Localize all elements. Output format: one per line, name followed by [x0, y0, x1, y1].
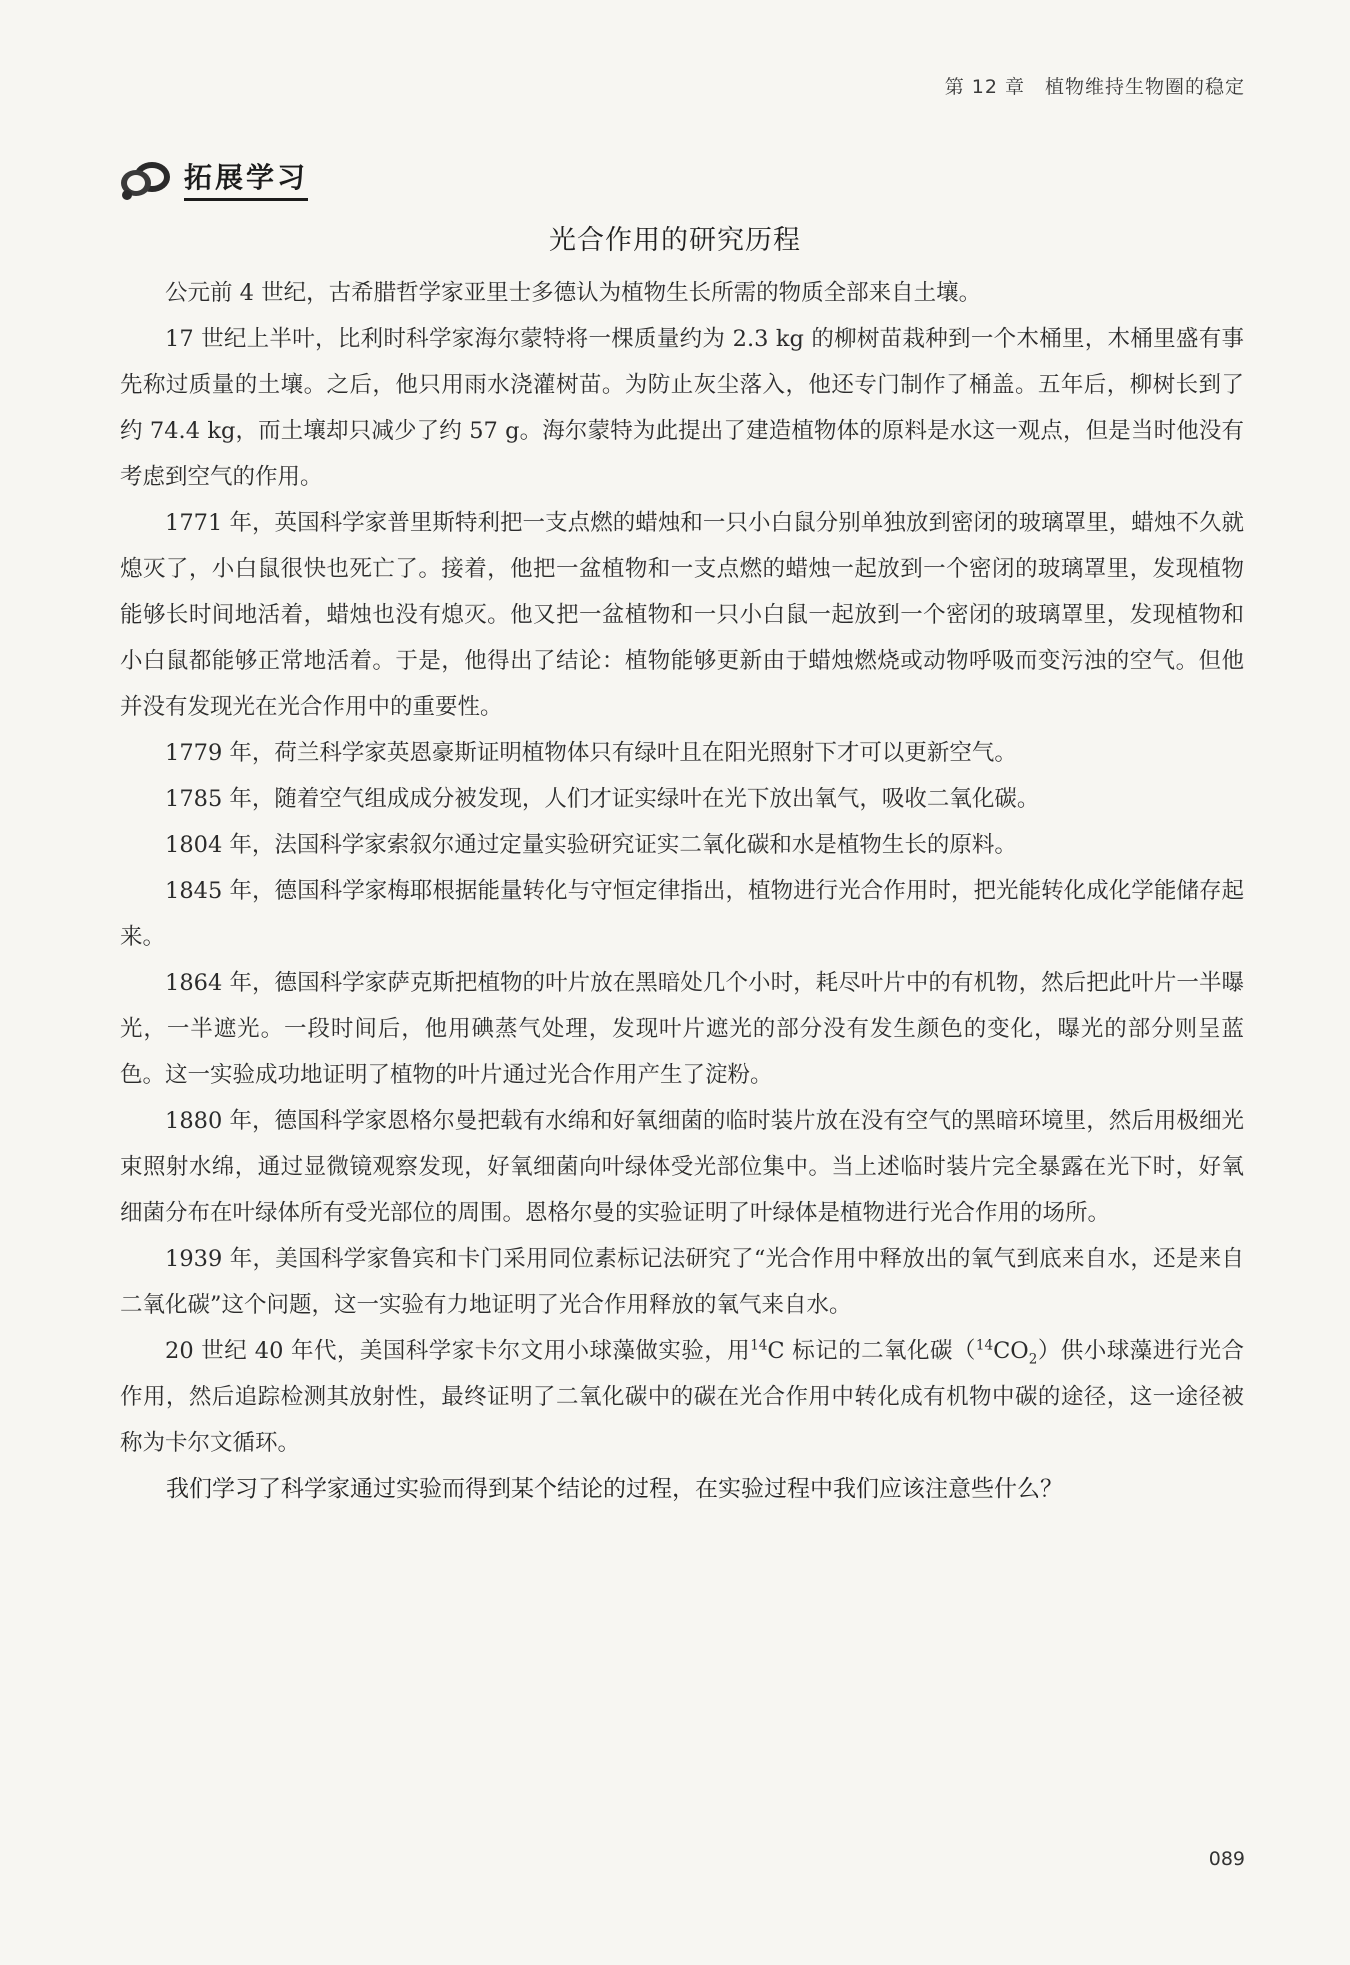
- text-run: CO: [993, 1338, 1029, 1364]
- paragraph: 17 世纪上半叶，比利时科学家海尔蒙特将一棵质量约为 2.3 kg 的柳树苗栽种到一个木桶里，木桶里盛有事先称过质量的土壤。之后，他只用雨水浇灌树苗。为防止灰尘落入，他还专门制作了桶盖。五年后，柳树长到了约 74.4 kg，而土壤却只减少了约 57 g。海尔蒙特为此提出了建造植物体的原料是水这一观点，但是当时他没有考虑到空气的作用。: [120, 326, 1244, 490]
- isotope-superscript: 14: [750, 1337, 768, 1354]
- paragraph: 1779 年，荷兰科学家英恩豪斯证明植物体只有绿叶且在阳光照射下才可以更新空气。: [165, 740, 1017, 766]
- section-label: 拓展学习: [184, 156, 308, 201]
- speech-bubbles-icon: [118, 157, 174, 201]
- section-tag: [118, 156, 308, 201]
- text-run: 20 世纪 40 年代，美国科学家卡尔文用小球藻做实验，用: [165, 1338, 751, 1364]
- article-body: [120, 270, 1244, 1512]
- page-number: 089: [1208, 1848, 1245, 1870]
- paragraph: 1771 年，英国科学家普里斯特利把一支点燃的蜡烛和一只小白鼠分别单独放到密闭的玻璃罩里，蜡烛不久就熄灭了，小白鼠很快也死亡了。接着，他把一盆植物和一支点燃的蜡烛一起放到一个密闭的玻璃罩里，发现植物能够长时间地活着，蜡烛也没有熄灭。他又把一盆植物和一只小白鼠一起放到一个密闭的玻璃罩里，发现植物和小白鼠都能够正常地活着。于是，他得出了结论：植物能够更新由于蜡烛燃烧或动物呼吸而变污浊的空气。但他并没有发现光在光合作用中的重要性。: [120, 510, 1244, 720]
- paragraph-calvin: [120, 1328, 1244, 1466]
- isotope-superscript: 14: [975, 1337, 994, 1354]
- article-title: 光合作用的研究历程: [549, 225, 801, 256]
- paragraph: 1939 年，美国科学家鲁宾和卡门采用同位素标记法研究了“光合作用中释放出的氧气到底来自水，还是来自二氧化碳”这个问题，这一实验有力地证明了光合作用释放的氧气来自水。: [120, 1246, 1244, 1318]
- running-header: 第 12 章 植物维持生物圈的稳定: [944, 76, 1245, 98]
- paragraph: 1845 年，德国科学家梅耶根据能量转化与守恒定律指出，植物进行光合作用时，把光能转化成化学能储存起来。: [120, 878, 1244, 950]
- text-run: C 标记的二氧化碳（: [767, 1338, 976, 1364]
- paragraph: 1880 年，德国科学家恩格尔曼把载有水绵和好氧细菌的临时装片放在没有空气的黑暗环境里，然后用极细光束照射水绵，通过显微镜观察发现，好氧细菌向叶绿体受光部位集中。当上述临时装片完全暴露在光下时，好氧细菌分布在叶绿体所有受光部位的周围。恩格尔曼的实验证明了叶绿体是植物进行光合作用的场所。: [120, 1108, 1244, 1226]
- paragraph: 公元前 4 世纪，古希腊哲学家亚里士多德认为植物生长所需的物质全部来自土壤。: [165, 280, 982, 306]
- paragraph: 1785 年，随着空气组成成分被发现，人们才证实绿叶在光下放出氧气，吸收二氧化碳。: [165, 786, 1040, 812]
- paragraph: 1864 年，德国科学家萨克斯把植物的叶片放在黑暗处几个小时，耗尽叶片中的有机物，然后把此叶片一半曝光，一半遮光。一段时间后，他用碘蒸气处理，发现叶片遮光的部分没有发生颜色的变化，曝光的部分则呈蓝色。这一实验成功地证明了植物的叶片通过光合作用产生了淀粉。: [120, 970, 1244, 1088]
- formula-subscript: 2: [1028, 1351, 1038, 1368]
- text-run: ）供小球藻进行光合作用，然后追踪检测其放射性，最终证明了二氧化碳中的碳在光合作用中转化成有机物中碳的途径，这一途径被称为卡尔文循环。: [120, 1338, 1244, 1456]
- closing-question: 我们学习了科学家通过实验而得到某个结论的过程，在实验过程中我们应该注意些什么？: [166, 1476, 1063, 1502]
- paragraph: 1804 年，法国科学家索叙尔通过定量实验研究证实二氧化碳和水是植物生长的原料。: [165, 832, 1017, 858]
